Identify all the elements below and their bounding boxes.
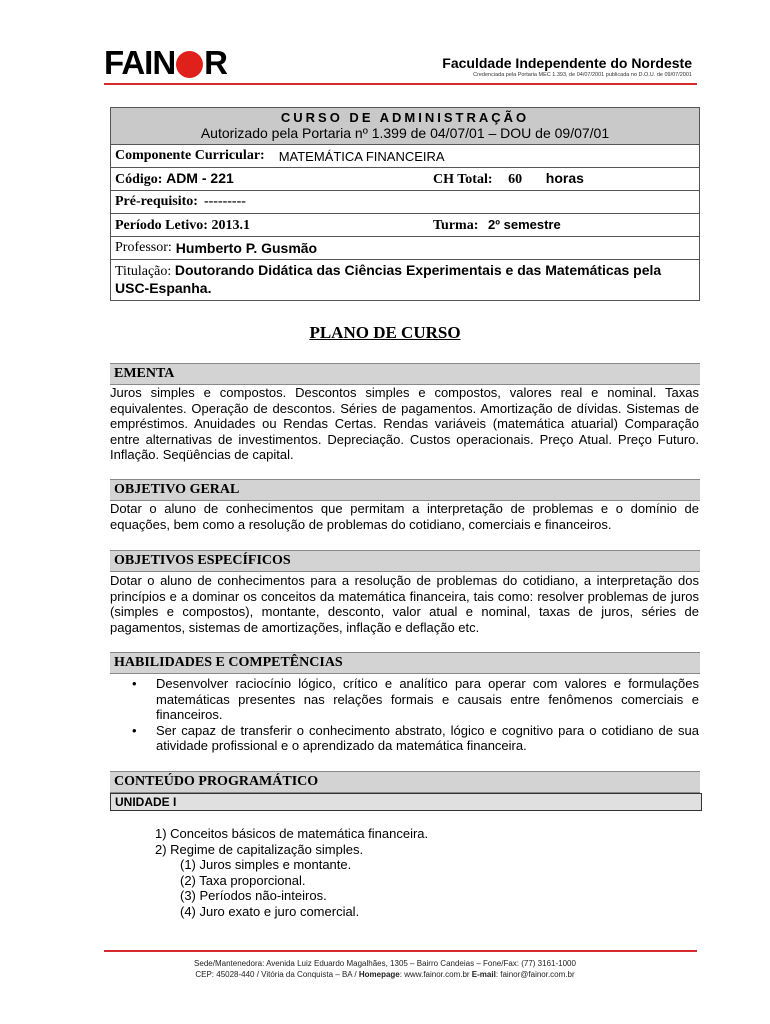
bullet-icon: • [132,676,137,691]
logo-text-right: R [204,44,228,81]
footer [0,958,770,980]
course-authorization: Autorizado pela Portaria nº 1.399 de 04/07/01 – DOU de 09/07/01 [200,125,610,141]
row-component [111,145,699,168]
homepage-link[interactable]: : www.fainor.com.br [399,970,472,979]
list-item: (1) Juros simples e montante. [180,857,352,872]
course-banner [111,108,699,145]
prereq-value: --------- [203,194,246,209]
code-label: Código: [115,172,163,187]
institution-name: Faculdade Independente do Nordeste [442,55,692,71]
component-label: Componente Curricular: [115,148,265,163]
list-item: (2) Taxa proporcional. [180,872,306,888]
ch-label: CH Total: [433,172,493,187]
row-period [111,214,699,237]
component-value: MATEMÁTICA FINANCEIRA [278,148,445,164]
ch-value: 60 [508,172,523,187]
ementa-heading: EMENTA [110,363,700,385]
footer-address: Sede/Mantenedora: Avenida Luiz Eduardo Magalhães, 1305 – Bairro Candeias – Fone/Fax: (77) 3161-1000 [194,959,576,968]
row-prereq [111,191,699,214]
ch-unit: horas [545,170,584,186]
logo-text-left: FAIN [104,44,176,81]
period-label: Período Letivo: [115,217,208,233]
course-name: CURSO DE ADMINISTRAÇÃO [280,110,530,125]
class-label: Turma: [433,217,479,233]
class-value: 2º semestre [488,216,561,232]
prereq-label: Pré-requisito: [115,194,198,209]
titulacao-value: Doutorando Didática das Ciências Experimentais e das Matemáticas pela USC-Espanha. [115,262,662,296]
list-item: • Ser capaz de transferir o conhecimento abstrato, lógico e cognitivo para o cotidiano de sua atividade profissional e o aprendizado da matemática financeira. [132,722,699,753]
objetivo-geral-heading: OBJETIVO GERAL [110,479,700,501]
titulacao-label: Titulação: [115,264,172,279]
professor-value: Humberto P. Gusmão [175,240,318,256]
email-label: E-mail [471,970,496,979]
conteudo-list [155,826,428,919]
row-code [111,168,699,191]
row-titulacao [111,260,699,300]
code-value: ADM - 221 [166,170,234,186]
habilidades-list [110,676,699,754]
header-rule [104,83,697,85]
unit-label: UNIDADE I [110,793,702,811]
homepage-label: Homepage [358,970,400,979]
institution-block [442,55,692,78]
email-link[interactable]: : fainor@fainor.com.br [495,970,575,979]
habilidades-heading: HABILIDADES E COMPETÊNCIAS [110,652,700,674]
logo-red-dot-icon [176,51,203,78]
objetivos-especificos-text: Dotar o aluno de conhecimentos para a resolução de problemas do cotidiano, a interpretação dos princípios e a dominar os conceitos da matemática financeira, tais como: resolver problemas de juros (simples e compostos), montante, desconto, valor atual e nominal, taxas de juros, séries de pagamentos, sistemas de amortizações, inflação e deflação etc. [110,573,699,635]
footer-rule [104,950,697,952]
period-value: 2013.1 [211,217,251,233]
ementa-text: Juros simples e compostos. Descontos simples e compostos, valores real e nominal. Taxas equivalentes. Operação de descontos. Séries de pagamentos. Amortização de dívidas. Sistemas de empréstimos. Anuidades ou Rendas Certas. Rendas variáveis (matemática atuarial) Comparação entre alternativas de investimentos. Depreciação. Custos operacionais. Preço Atual. Preço Futuro. Inflação. Seqüências de capital. [110,385,699,462]
course-info-table [110,107,700,301]
list-item: (3) Períodos não-inteiros. [180,888,327,903]
footer-contact: CEP: 45028-440 / Vitória da Conquista – BA / Homepage: www.fainor.com.br E-mail: fainor@fainor.com.br [195,970,575,979]
bullet-icon: • [132,722,137,738]
list-item: 1) Conceitos básicos de matemática financeira. [155,826,429,841]
objetivos-especificos-heading: OBJETIVOS ESPECÍFICOS [110,550,700,572]
plan-title: PLANO DE CURSO [309,323,461,342]
professor-label: Professor: [115,240,172,255]
objetivo-geral-text: Dotar o aluno de conhecimentos que permitam a interpretação de problemas e o domínio de equações, bem como a resolução de problemas do cotidiano, comerciais e financeiros. [110,501,699,532]
list-item: (4) Juro exato e juro comercial. [180,903,360,919]
list-item: • Desenvolver raciocínio lógico, crítico e analítico para operar com valores e formulações matemáticas presentes nas relações formais e causais entre fenômenos comerciais e financeiros. [132,676,699,722]
row-professor [111,237,699,260]
list-item: 2) Regime de capitalização simples. [155,841,364,857]
institution-credentials: Credenciada pela Portaria MEC 1.393, de 04/07/2001 publicada no D.O.U. de 09/07/2001 [473,72,692,78]
fainor-logo [104,46,227,80]
conteudo-heading: CONTEÚDO PROGRAMÁTICO [110,771,700,793]
